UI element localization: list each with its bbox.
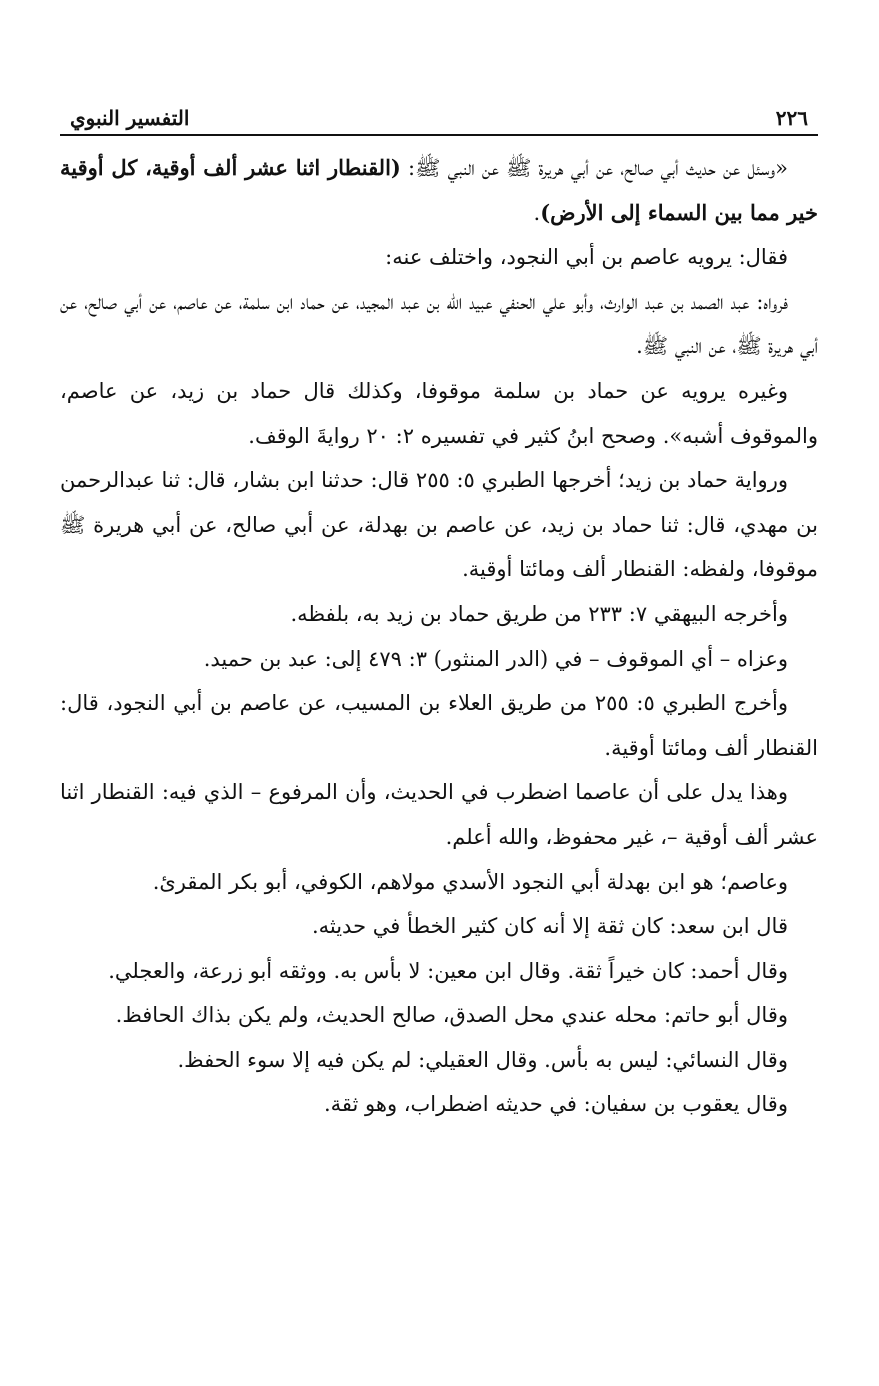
page-number: ٢٢٦ — [775, 106, 808, 130]
paragraph: وقال يعقوب بن سفيان: في حديثه اضطراب، وهو ثقة. — [323, 1092, 788, 1117]
paragraph: وأخرج الطبري ٥: ٢٥٥ من طريق العلاء بن المسيب، عن عاصم بن أبي النجود، قال: القنطار ألف ومائتا أوقية. — [60, 691, 818, 760]
book-title: التفسير النبوي — [70, 106, 190, 130]
paragraph-hadith-question — [60, 146, 818, 235]
paragraph: وهذا يدل على أن عاصما اضطرب في الحديث، وأن المرفوع – الذي فيه: القنطار اثنا عشر ألف أوقية –، غير محفوظ، والله أعلم. — [60, 780, 818, 849]
paragraph: وغيره يرويه عن حماد بن سلمة موقوفا، وكذلك قال حماد بن زيد، عن عاصم، والموقوف أشبه». وصحح ابنُ كثير في تفسيره ٢: ٢٠ روايةَ الوقف. — [60, 378, 818, 448]
hadith-tail: . — [533, 200, 541, 225]
book-page — [60, 100, 818, 1127]
paragraph: فقال: يرويه عاصم بن أبي النجود، واختلف عنه: — [385, 245, 788, 270]
hadith-text: (القنطار اثنا عشر ألف أوقية، كل أوقية خير مما بين السماء إلى الأرض) — [60, 155, 818, 225]
body-text — [60, 146, 818, 1127]
paragraph: وعاصم؛ هو ابن بهدلة أبي النجود الأسدي مولاهم، الكوفي، أبو بكر المقرئ. — [152, 869, 788, 894]
paragraph: فرواه: عبد الصمد بن عبد الوارث، وأبو علي الحنفي عبيد الله بن عبد المجيد، عن حماد ابن سلمة، عن عاصم، عن أبي صالح، عن أبي هريرة ﷺ، عن النبي ﷺ. — [60, 289, 818, 359]
paragraph: ورواية حماد بن زيد؛ أخرجها الطبري ٥: ٢٥٥ قال: حدثنا ابن بشار، قال: ثنا عبدالرحمن بن مهدي، قال: ثنا حماد بن زيد، عن عاصم بن بهدلة، عن أبي صالح، عن أبي هريرة ﷺ موقوفا، ولفظه: القنطار ألف ومائتا أوقية. — [60, 468, 818, 582]
paragraph: وعزاه – أي الموقوف – في (الدر المنثور) ٣: ٤٧٩ إلى: عبد بن حميد. — [203, 646, 788, 671]
paragraph: وقال أحمد: كان خيراً ثقة. وقال ابن معين: لا بأس به. ووثقه أبو زرعة، والعجلي. — [108, 958, 788, 983]
paragraph: وقال أبو حاتم: محله عندي محل الصدق، صالح الحديث، ولم يكن بذاك الحافظ. — [115, 1003, 788, 1028]
running-header — [60, 100, 818, 136]
hadith-intro: «وسئل عن حديث أبي صالح، عن أبي هريرة ﷺ عن النبي ﷺ: — [400, 156, 788, 180]
paragraph: وقال النسائي: ليس به بأس. وقال العقيلي: لم يكن فيه إلا سوء الحفظ. — [177, 1047, 788, 1072]
paragraph: وأخرجه البيهقي ٧: ٢٣٣ من طريق حماد بن زيد به، بلفظه. — [290, 601, 788, 626]
paragraph: قال ابن سعد: كان ثقة إلا أنه كان كثير الخطأ في حديثه. — [311, 914, 788, 939]
